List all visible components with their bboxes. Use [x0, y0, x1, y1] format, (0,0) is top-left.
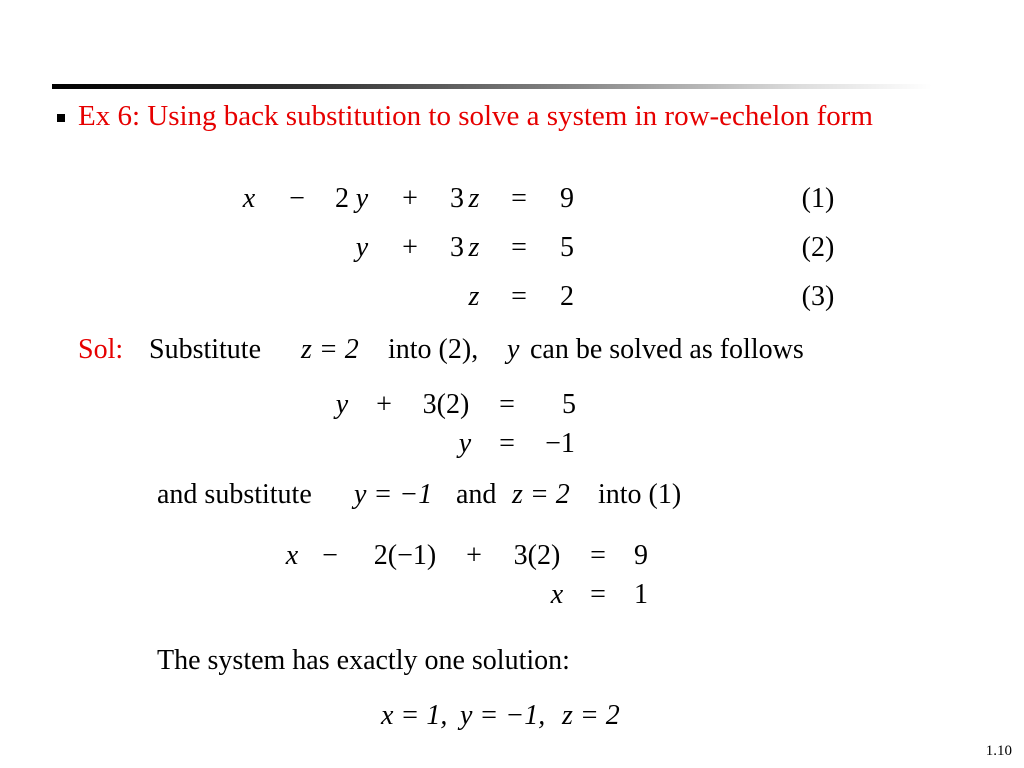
eq1-z: z	[468, 183, 480, 214]
slide-title: Ex 6: Using back substitution to solve a system in row-echelon form	[78, 100, 873, 132]
sol-z-eq-2: z = 2	[301, 334, 359, 365]
sol-substitute: Substitute	[149, 334, 262, 365]
step2-equals-result: =	[590, 579, 606, 610]
answer-z: z = 2	[562, 700, 620, 731]
step2-minus: −	[322, 540, 338, 571]
bullet-marker	[57, 114, 65, 122]
eq2-y: y	[355, 232, 369, 263]
step2-equals: =	[590, 540, 606, 571]
eq1-rhs: 9	[560, 183, 574, 214]
sol-label: Sol:	[78, 334, 124, 365]
sol-into-2: into (2),	[388, 334, 479, 365]
eq3-rhs: 2	[560, 281, 574, 312]
title-divider	[52, 84, 932, 89]
step1-y: y	[335, 389, 349, 420]
step2-value: 1	[634, 579, 648, 610]
step1-three2: 3(2)	[422, 389, 470, 420]
eq2-coef-z: 3	[450, 232, 464, 263]
step1-value: −1	[545, 428, 575, 459]
step2-three2: 3(2)	[513, 540, 561, 571]
answer-x: x = 1,	[381, 700, 448, 731]
sol-y: y	[507, 334, 520, 365]
eq2-tag: (2)	[801, 232, 835, 263]
eq2-z: z	[468, 232, 480, 263]
eq1-y: y	[355, 183, 369, 214]
answer-y: y = −1,	[460, 700, 546, 731]
step2-plus: +	[466, 540, 482, 571]
eq3-z: z	[468, 281, 480, 312]
eq1-plus: +	[402, 183, 418, 214]
step2-two-neg1: 2(−1)	[373, 540, 437, 571]
page-number: 1.10	[985, 743, 1012, 759]
eq2-rhs: 5	[560, 232, 574, 263]
eq1-tag: (1)	[801, 183, 835, 214]
eq2-equals: =	[511, 232, 527, 263]
step1-rhs: 5	[562, 389, 576, 420]
eq1-minus: −	[289, 183, 305, 214]
subst-into-1: into (1)	[598, 479, 682, 510]
subst-y-eq: y = −1	[354, 479, 433, 510]
eq1-coef-y: 2	[335, 183, 349, 214]
step1-equals-result: =	[499, 428, 515, 459]
eq3-tag: (3)	[801, 281, 835, 312]
eq1-x: x	[242, 183, 256, 214]
step2-x-result: x	[550, 579, 564, 610]
subst-z-eq: z = 2	[512, 479, 570, 510]
eq3-equals: =	[511, 281, 527, 312]
step1-plus: +	[376, 389, 392, 420]
eq1-coef-z: 3	[450, 183, 464, 214]
step1-y-result: y	[458, 428, 472, 459]
subst-text: and substitute	[157, 479, 312, 510]
eq1-equals: =	[511, 183, 527, 214]
step2-rhs: 9	[634, 540, 648, 571]
subst-and: and	[456, 479, 497, 510]
sol-rest: can be solved as follows	[530, 334, 804, 365]
step2-x: x	[285, 540, 299, 571]
eq2-plus: +	[402, 232, 418, 263]
step1-equals: =	[499, 389, 515, 420]
conclusion-text: The system has exactly one solution:	[157, 645, 570, 676]
